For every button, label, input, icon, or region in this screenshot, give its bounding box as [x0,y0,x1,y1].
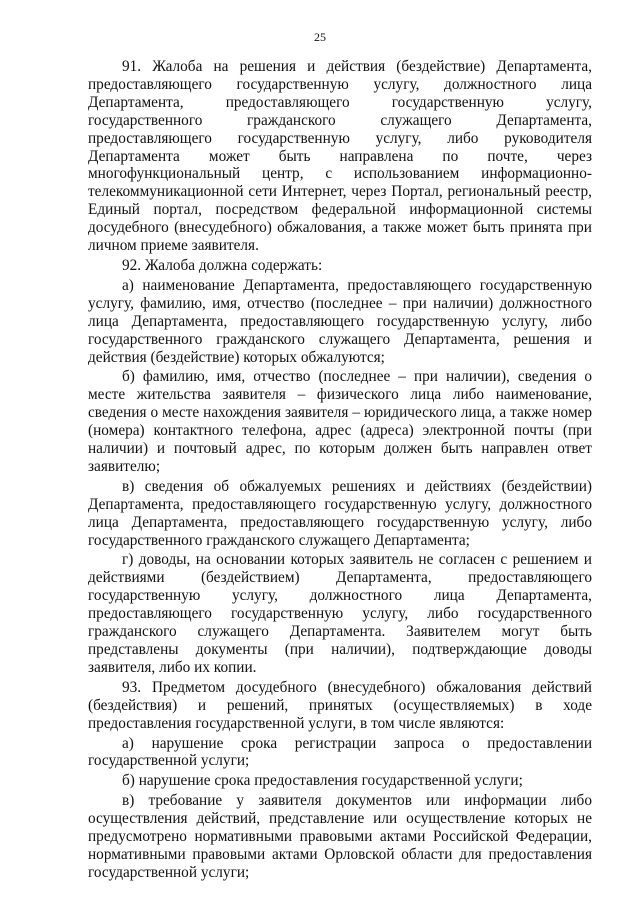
paragraph-93-b: б) нарушение срока предоставления государственной услуги; [122,772,523,790]
paragraph-91: 91. Жалоба на решения и действия (бездействие) Департамента, предоставляющего государственную услугу, должностного лица Департамента, предоставляющего государственную услугу, государственного гражданского служащего Департамента, предоставляющего государственную услугу, либо руководителя Департамента может быть направлена по почте, через многофункциональный центр, с использованием информационно-телекоммуникационной сети Интернет, через Портал, региональный реестр, Единый портал, посредством федеральной информационной системы досудебного (внесудебного) обжалования, а также может быть принята при личном приеме заявителя. [88,58,592,255]
page-number: 25 [314,30,326,44]
paragraph-92: 92. Жалоба должна содержать: [122,256,323,274]
paragraph-92-v: в) сведения об обжалуемых решениях и действиях (бездействии) Департамента, предоставляющего государственную услугу, должностного лица Департамента, предоставляющего государственную услугу, либо государственного гражданского служащего Департамента; [88,477,592,549]
paragraph-92-a: а) наименование Департамента, предоставляющего государственную услугу, фамилию, имя, отчество (последнее – при наличии) должностного лица Департамента, предоставляющего государственную услугу, либо государственного гражданского служащего Департамента, решения и действия (бездействие) которых обжалуются; [88,276,592,366]
paragraph-93-v: в) требование у заявителя документов или информации либо осуществления действий, представление или осуществление которых не предусмотрено нормативными правовыми актами Российской Федерации, нормативными правовыми актами Орловской области для предоставления государственной услуги; [88,792,592,881]
paragraph-92-b: б) фамилию, имя, отчество (последнее – при наличии), сведения о месте жительства заявителя – физического лица либо наименование, сведения о месте нахождения заявителя – юридического лица, а также номер (номера) контактного телефона, адрес (адреса) электронной почты (при наличии) и почтовый адрес, по которым должен быть направлен ответ заявителю; [88,368,592,475]
paragraph-93: 93. Предметом досудебного (внесудебного) обжалования действий (бездействия) и решений, принятых (осуществляемых) в ходе предоставления государственной услуги, в том числе являются: [88,678,592,732]
paragraph-93-a: а) нарушение срока регистрации запроса о предоставлении государственной услуги; [88,734,592,770]
document-body [88,58,592,884]
paragraph-92-g: г) доводы, на основании которых заявитель не согласен с решением и действиями (бездействием) Департамента, предоставляющего государственную услугу, должностного лица Департамента, предоставляющего государственную услугу, либо государственного гражданского служащего Департамента. Заявителем могут быть представлены документы (при наличии), подтверждающие доводы заявителя, либо их копии. [88,551,592,676]
